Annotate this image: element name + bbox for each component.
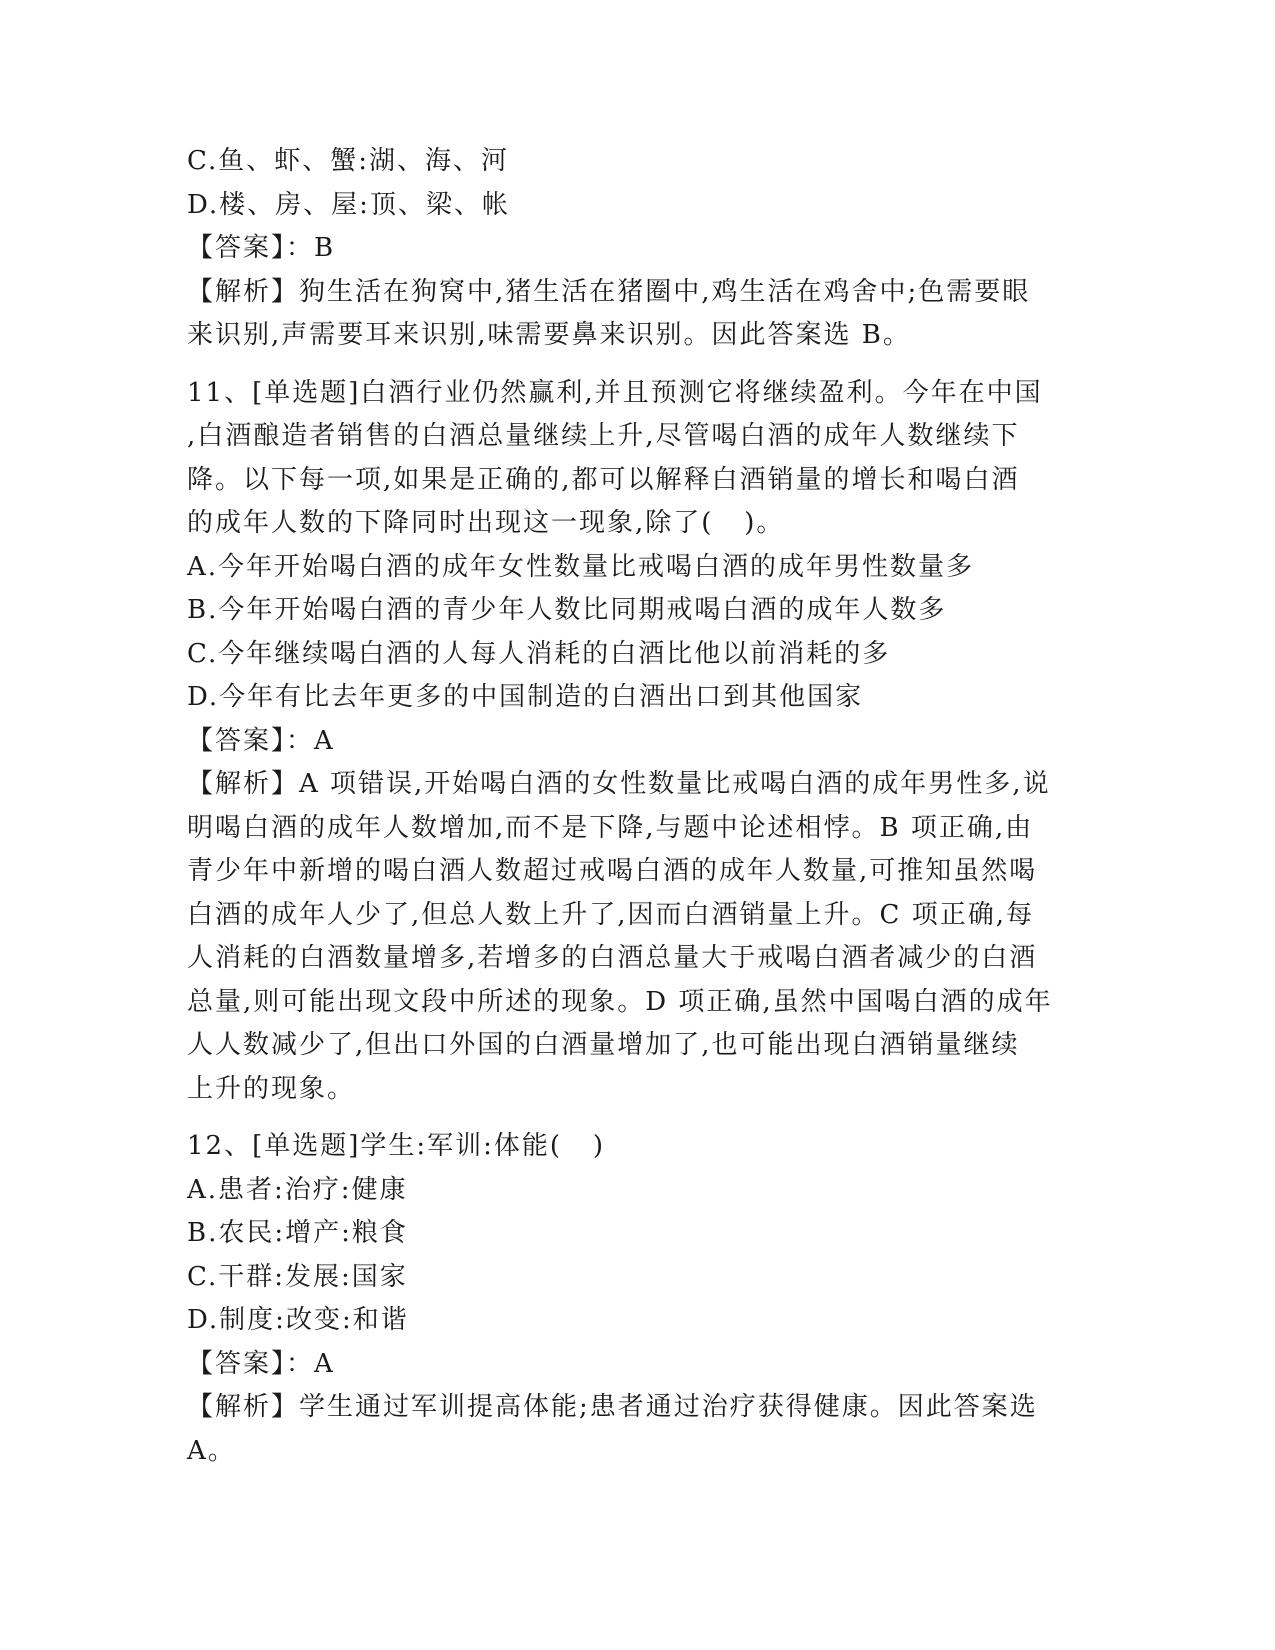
question-stem-line: 11、[单选题]白酒行业仍然赢利,并且预测它将继续盈利。今年在中国	[187, 377, 1043, 408]
question-stem-line: ,白酒酿造者销售的白酒总量继续上升,尽管喝白酒的成年人数继续下	[187, 421, 1020, 451]
question-stem-line: 的成年人数的下降同时出现这一现象,除了( )。	[187, 508, 785, 538]
analysis-line: 来识别,声需要耳来识别,味需要鼻来识别。因此答案选 B。	[187, 320, 911, 350]
question-stem: 12、[单选题]学生:军训:体能( )	[187, 1131, 605, 1161]
analysis-line: 人消耗的白酒数量增多,若增多的白酒总量大于戒喝白酒者减少的白酒	[187, 943, 1038, 973]
answer-label: 【答案】：A	[187, 1348, 335, 1379]
analysis-line: 【解析】狗生活在狗窝中,猪生活在猪圈中,鸡生活在鸡舍中;色需要眼	[187, 276, 1031, 307]
analysis-line: 青少年中新增的喝白酒人数超过戒喝白酒的成年人数量,可推知虽然喝	[187, 856, 1038, 886]
analysis-line: 【解析】A 项错误,开始喝白酒的女性数量比戒喝白酒的成年男性多,说	[187, 769, 1051, 799]
option-d: D.今年有比去年更多的中国制造的白酒出口到其他国家	[187, 682, 864, 712]
analysis-line: 白酒的成年人少了,但总人数上升了,因而白酒销量上升。C 项正确,每	[187, 899, 1034, 930]
analysis-line: 总量,则可能出现文段中所述的现象。D 项正确,虽然中国喝白酒的成年	[187, 986, 1053, 1017]
document-page	[187, 140, 1087, 1473]
analysis-line: 明喝白酒的成年人数增加,而不是下降,与题中论述相悖。B 项正确,由	[187, 812, 1034, 843]
analysis-line: 【解析】学生通过军训提高体能;患者通过治疗获得健康。因此答案选	[187, 1392, 1038, 1422]
prev-question-block	[187, 140, 1087, 358]
option-b: B.今年开始喝白酒的青少年人数比同期戒喝白酒的成年人数多	[187, 595, 947, 625]
spacer	[187, 1111, 1087, 1125]
question-stem-line: 降。以下每一项,如果是正确的,都可以解释白酒销量的增长和喝白酒	[187, 464, 1020, 495]
answer-label: 【答案】：A	[187, 725, 335, 756]
option-a: A.今年开始喝白酒的成年女性数量比戒喝白酒的成年男性数量多	[187, 551, 975, 582]
question-11	[187, 372, 1087, 1112]
option-c: C.鱼、虾、蟹:湖、海、河	[187, 146, 509, 176]
option-a: A.患者:治疗:健康	[187, 1174, 408, 1205]
analysis-line: 上升的现象。	[187, 1073, 356, 1104]
question-12	[187, 1125, 1087, 1473]
option-c: C.今年继续喝白酒的人每人消耗的白酒比他以前消耗的多	[187, 638, 891, 669]
option-c: C.干群:发展:国家	[187, 1261, 408, 1292]
option-d: D.制度:改变:和谐	[187, 1305, 409, 1335]
spacer	[187, 358, 1087, 372]
analysis-line: 人人数减少了,但出口外国的白酒量增加了,也可能出现白酒销量继续	[187, 1030, 1020, 1060]
answer-label: 【答案】：B	[187, 233, 336, 263]
option-b: B.农民:增产:粮食	[187, 1218, 408, 1248]
option-d: D.楼、房、屋:顶、梁、帐	[187, 189, 510, 220]
analysis-line: A。	[187, 1435, 236, 1466]
